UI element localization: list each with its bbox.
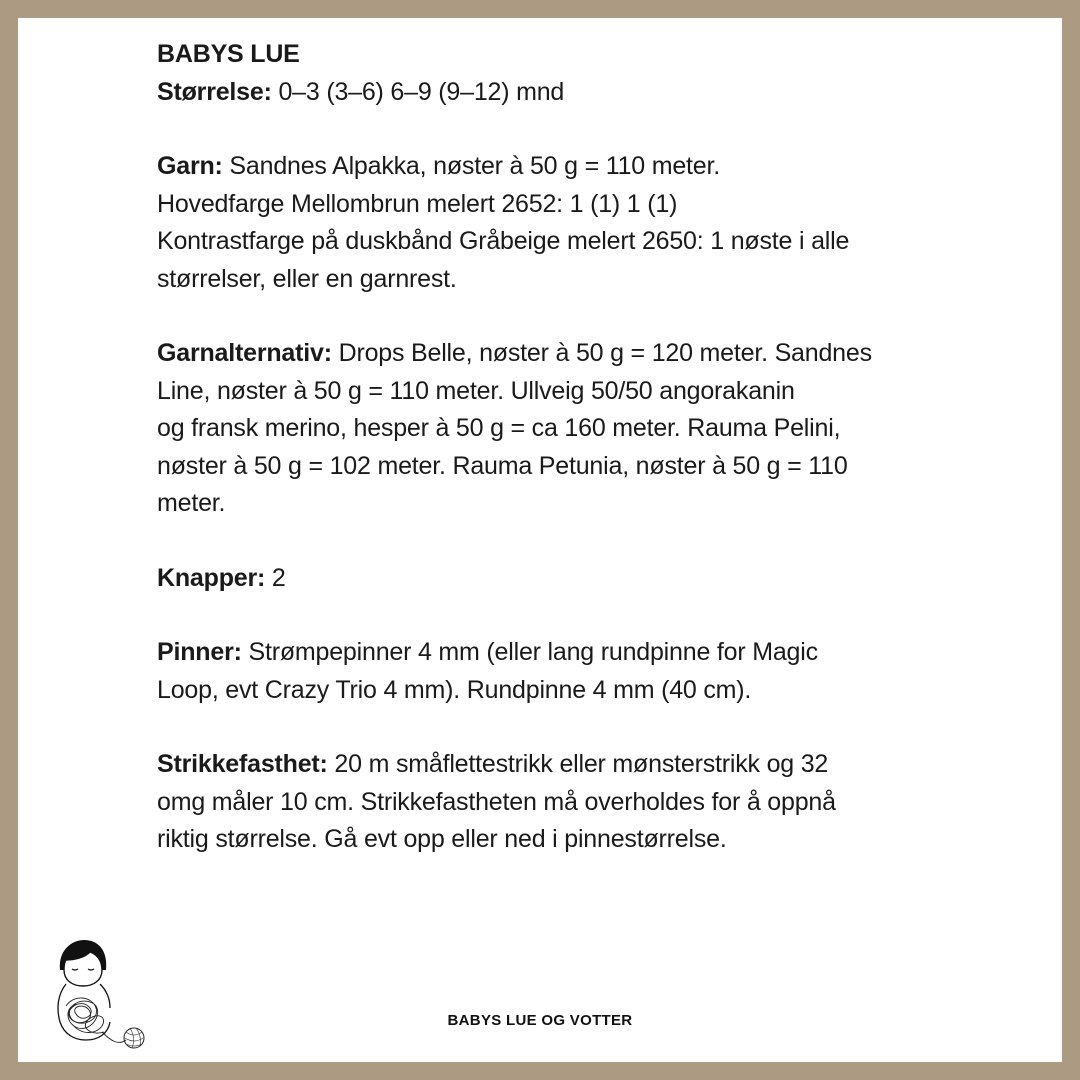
knitting-girl-with-yarn-ball-icon — [52, 936, 148, 1052]
yarn-alt-label: Garnalternativ: — [157, 339, 332, 367]
yarn-line-3: Kontrastfarge på duskbånd Gråbeige melert 2650: 1 nøste i alle — [157, 227, 850, 255]
yarn-line-1 — [157, 148, 937, 186]
size-value: 0–3 (3–6) 6–9 (9–12) mnd — [271, 77, 565, 106]
size-label: Størrelse: — [157, 77, 272, 106]
buttons-paragraph — [157, 560, 937, 598]
yarn-line-2: Hovedfarge Mellombrun melert 2652: 1 (1) 1 (1) — [157, 189, 678, 218]
needles-line-1 — [157, 634, 937, 672]
needles-label: Pinner: — [157, 638, 242, 666]
size-paragraph — [157, 74, 937, 112]
yarn-alt-line-5: meter. — [157, 489, 226, 517]
needles-line-2: Loop, evt Crazy Trio 4 mm). Rundpinne 4 mm (40 cm). — [157, 675, 752, 704]
buttons-label: Knapper: — [157, 563, 266, 592]
gauge-line-2: omg måler 10 cm. Strikkefastheten må overholdes for å oppnå — [157, 787, 836, 816]
needles-text-1: Strømpepinner 4 mm (eller lang rundpinne for Magic — [241, 638, 818, 666]
yarn-alt-text-1: Drops Belle, nøster à 50 g = 120 meter. Sandnes — [331, 339, 872, 367]
gauge-line-3: riktig størrelse. Gå evt opp eller ned i pinnestørrelse. — [157, 825, 727, 853]
gauge-text-1: 20 m småflettestrikk eller mønsterstrikk og 32 — [327, 750, 829, 778]
yarn-alt-line-2: Line, nøster à 50 g = 110 meter. Ullveig 50/50 angorakanin — [157, 376, 795, 405]
yarn-text-1: Sandnes Alpakka, nøster à 50 g = 110 meter. — [222, 152, 720, 180]
gauge-label: Strikkefasthet: — [157, 750, 328, 778]
yarn-alternatives-section — [157, 335, 937, 523]
yarn-alt-line-3: og fransk merino, hesper à 50 g = ca 160 meter. Rauma Pelini, — [157, 414, 841, 442]
yarn-label: Garn: — [157, 152, 223, 180]
yarn-section — [157, 148, 937, 298]
yarn-line-4: størrelser, eller en garnrest. — [157, 264, 457, 293]
footer-title: BABYS LUE OG VOTTER — [447, 1012, 633, 1029]
gauge-line-1 — [157, 746, 937, 784]
needles-section — [157, 634, 937, 709]
gauge-section — [157, 746, 937, 859]
yarn-alt-line-4: nøster à 50 g = 102 meter. Rauma Petunia, nøster à 50 g = 110 — [157, 451, 848, 480]
yarn-alt-line-1 — [157, 335, 937, 373]
pattern-content — [157, 36, 937, 859]
pattern-title: BABYS LUE — [157, 40, 300, 68]
buttons-value: 2 — [265, 563, 286, 592]
